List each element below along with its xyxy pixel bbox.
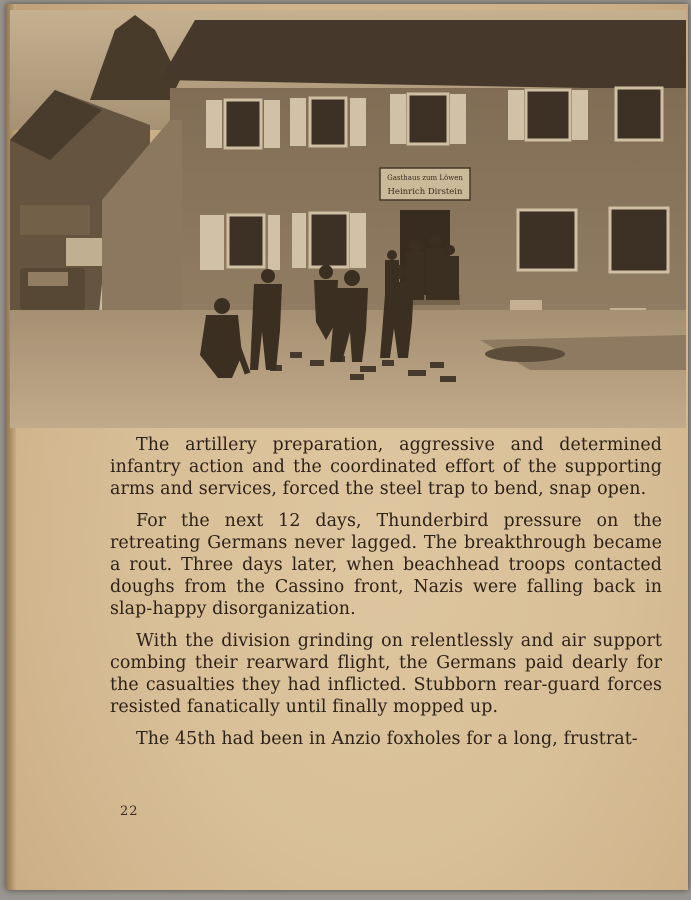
village-street-photo <box>10 10 686 428</box>
body-text <box>110 434 662 760</box>
paragraph-3: With the division grinding on relentlessly and air support combing their rearward flight, the Germans paid dearly for the casualties they had inflicted. Stubborn rear-guard forces resisted fanatically until finally mopped up. <box>110 631 662 717</box>
book-page <box>6 4 688 890</box>
paragraph-2: For the next 12 days, Thunderbird pressure on the retreating Germans never lagged. The breakthrough became a rout. Three days later, when beachhead troops contacted doughs from the Cassino front, Nazis were falling back in slap-happy disorganization. <box>110 511 662 619</box>
paragraph-1: The artillery preparation, aggressive and determined infantry action and the coordinated effort of the supporting arms and services, forced the steel trap to bend, snap open. <box>110 435 662 499</box>
page-number: 22 <box>120 804 139 819</box>
paragraph-4: The 45th had been in Anzio foxholes for a long, frustrat- <box>136 729 638 749</box>
inn-sign-line-2: Heinrich Dirstein <box>387 187 463 197</box>
inn-sign-line-1: Gasthaus zum Löwen <box>387 174 463 182</box>
